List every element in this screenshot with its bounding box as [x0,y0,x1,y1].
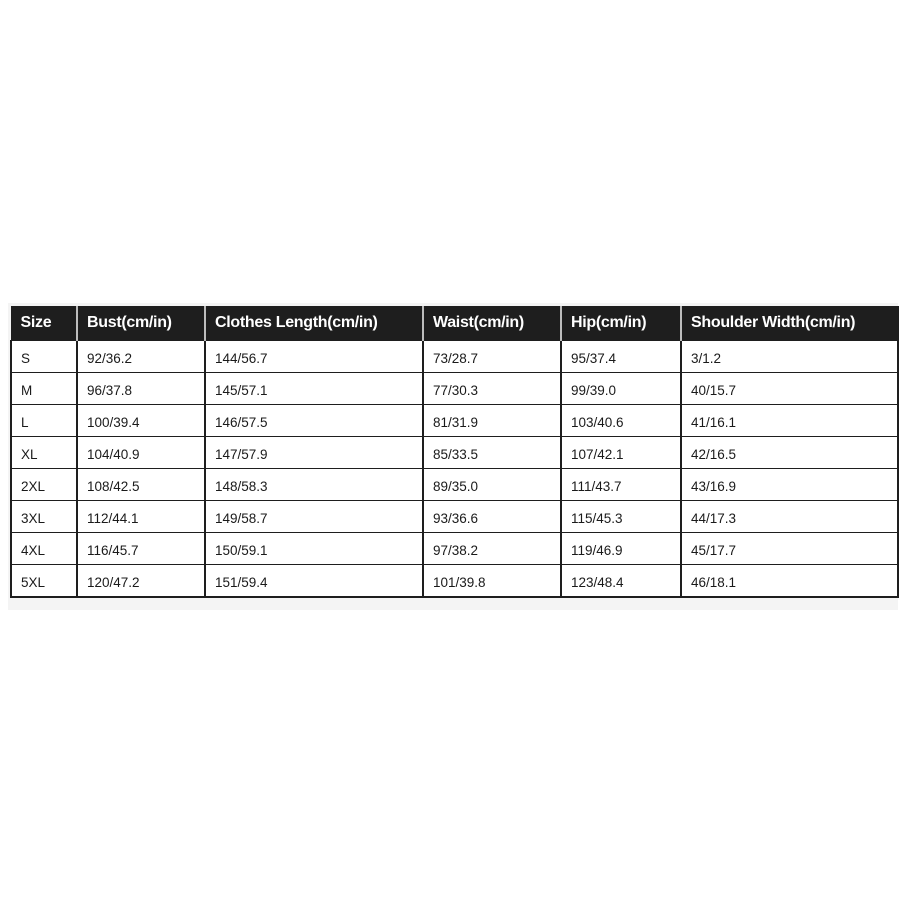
cell-hip: 119/46.9 [561,533,681,565]
cell-shoulder-width: 41/16.1 [681,405,898,437]
header-clothes-length: Clothes Length(cm/in) [205,306,423,341]
cell-waist: 101/39.8 [423,565,561,598]
table-row [11,341,898,373]
cell-waist: 89/35.0 [423,469,561,501]
table-row [11,533,898,565]
cell-size: L [11,405,77,437]
cell-waist: 81/31.9 [423,405,561,437]
cell-hip: 103/40.6 [561,405,681,437]
table-row [11,469,898,501]
table-header-row [11,306,898,341]
cell-bust: 120/47.2 [77,565,205,598]
cell-hip: 111/43.7 [561,469,681,501]
cell-bust: 100/39.4 [77,405,205,437]
cell-size: XL [11,437,77,469]
cell-waist: 97/38.2 [423,533,561,565]
table-row [11,405,898,437]
cell-shoulder-width: 44/17.3 [681,501,898,533]
cell-bust: 108/42.5 [77,469,205,501]
cell-clothes-length: 146/57.5 [205,405,423,437]
cell-bust: 96/37.8 [77,373,205,405]
cell-size: S [11,341,77,373]
table-row [11,373,898,405]
header-shoulder-width: Shoulder Width(cm/in) [681,306,898,341]
cell-clothes-length: 148/58.3 [205,469,423,501]
cell-clothes-length: 147/57.9 [205,437,423,469]
cell-shoulder-width: 46/18.1 [681,565,898,598]
cell-clothes-length: 145/57.1 [205,373,423,405]
cell-clothes-length: 149/58.7 [205,501,423,533]
cell-size: 4XL [11,533,77,565]
cell-size: M [11,373,77,405]
cell-shoulder-width: 3/1.2 [681,341,898,373]
cell-shoulder-width: 40/15.7 [681,373,898,405]
header-hip: Hip(cm/in) [561,306,681,341]
cell-size: 2XL [11,469,77,501]
cell-bust: 92/36.2 [77,341,205,373]
cell-shoulder-width: 45/17.7 [681,533,898,565]
cell-bust: 112/44.1 [77,501,205,533]
cell-bust: 116/45.7 [77,533,205,565]
cell-hip: 115/45.3 [561,501,681,533]
cell-waist: 85/33.5 [423,437,561,469]
cell-size: 5XL [11,565,77,598]
table-row [11,501,898,533]
header-waist: Waist(cm/in) [423,306,561,341]
cell-hip: 95/37.4 [561,341,681,373]
cell-hip: 99/39.0 [561,373,681,405]
cell-shoulder-width: 42/16.5 [681,437,898,469]
cell-hip: 107/42.1 [561,437,681,469]
cell-shoulder-width: 43/16.9 [681,469,898,501]
size-chart-table [10,306,899,598]
header-size: Size [11,306,77,341]
cell-clothes-length: 151/59.4 [205,565,423,598]
cell-waist: 77/30.3 [423,373,561,405]
header-bust: Bust(cm/in) [77,306,205,341]
table-row [11,565,898,598]
cell-waist: 73/28.7 [423,341,561,373]
cell-waist: 93/36.6 [423,501,561,533]
cell-clothes-length: 144/56.7 [205,341,423,373]
cell-bust: 104/40.9 [77,437,205,469]
cell-hip: 123/48.4 [561,565,681,598]
cell-clothes-length: 150/59.1 [205,533,423,565]
table-row [11,437,898,469]
cell-size: 3XL [11,501,77,533]
